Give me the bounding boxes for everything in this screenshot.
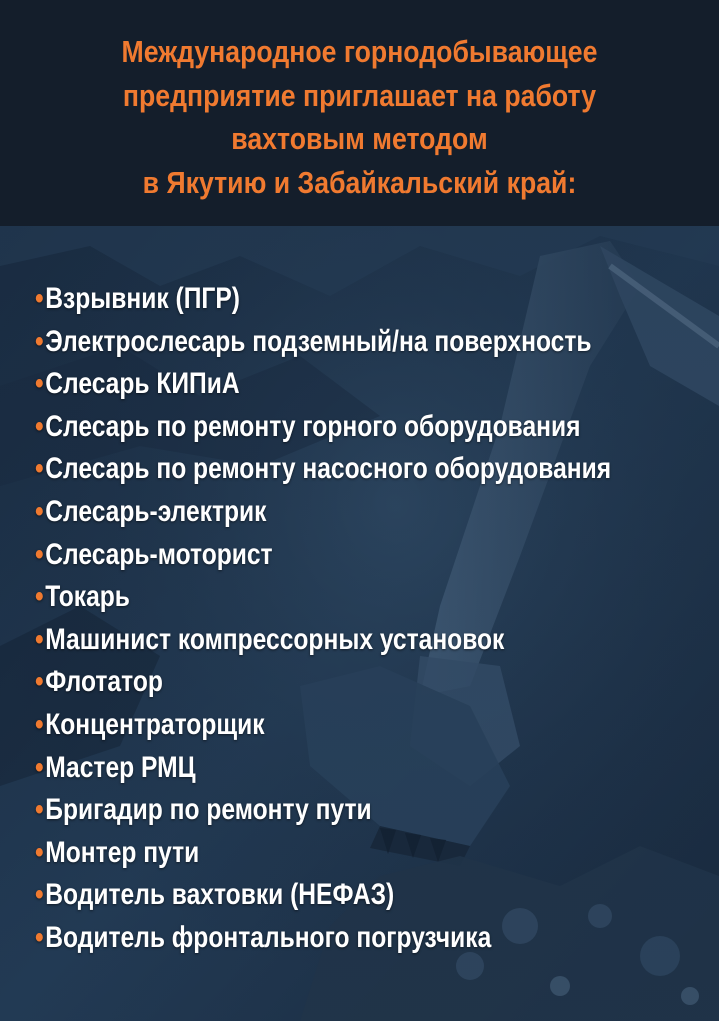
job-item: [35, 747, 719, 790]
bullet-icon: •: [35, 750, 44, 784]
bullet-icon: •: [35, 665, 44, 699]
job-title: Флотатор: [45, 665, 163, 699]
bullet-icon: •: [35, 580, 44, 614]
bullet-icon: •: [35, 920, 44, 954]
job-item: [35, 278, 719, 321]
job-list: [35, 278, 719, 960]
job-title: Машинист компрессорных установок: [45, 622, 505, 656]
job-item: [35, 661, 719, 704]
job-item: [35, 363, 719, 406]
job-title: Водитель фронтального погрузчика: [45, 920, 492, 954]
job-item: [35, 406, 719, 449]
job-title: Водитель вахтовки (НЕФАЗ): [45, 878, 395, 912]
job-title: Слесарь-моторист: [45, 537, 273, 571]
job-title: Взрывник (ПГР): [45, 282, 240, 315]
bullet-icon: •: [35, 707, 44, 741]
headline-line: предприятие приглашает на работу: [122, 77, 597, 113]
headline-line: Международное горнодобывающее: [121, 34, 598, 69]
job-item: [35, 576, 719, 619]
bullet-icon: •: [35, 367, 44, 401]
bullet-icon: •: [35, 622, 44, 656]
job-item: [35, 321, 719, 364]
bullet-icon: •: [35, 878, 44, 912]
bullet-icon: •: [35, 494, 44, 528]
bullet-icon: •: [35, 452, 44, 486]
headline-line: в Якутию и Забайкальский край:: [142, 164, 577, 200]
bullet-icon: •: [35, 282, 44, 315]
job-title: Мастер РМЦ: [45, 750, 196, 784]
job-title: Слесарь по ремонту горного оборудования: [45, 409, 581, 443]
job-item: [35, 534, 719, 577]
job-title: Бригадир по ремонту пути: [45, 793, 372, 827]
job-item: [35, 704, 719, 747]
job-item: [35, 789, 719, 832]
header-band: [0, 0, 719, 226]
headline: [50, 30, 668, 204]
bullet-icon: •: [35, 793, 44, 827]
bullet-icon: •: [35, 835, 44, 869]
job-title: Монтер пути: [45, 835, 200, 869]
job-item: [35, 619, 719, 662]
job-title: Токарь: [45, 580, 130, 614]
job-title: Слесарь-электрик: [45, 494, 267, 528]
job-title: Слесарь КИПиА: [45, 367, 240, 401]
headline-line: вахтовым методом: [231, 121, 488, 156]
bullet-icon: •: [35, 324, 44, 358]
job-title: Электрослесарь подземный/на поверхность: [45, 324, 592, 358]
job-title: Слесарь по ремонту насосного оборудования: [45, 452, 612, 486]
job-item: [35, 832, 719, 875]
job-title: Концентраторщик: [45, 707, 265, 741]
job-item: [35, 917, 719, 960]
job-item: [35, 874, 719, 917]
bullet-icon: •: [35, 537, 44, 571]
bullet-icon: •: [35, 409, 44, 443]
job-item: [35, 448, 719, 491]
job-item: [35, 491, 719, 534]
